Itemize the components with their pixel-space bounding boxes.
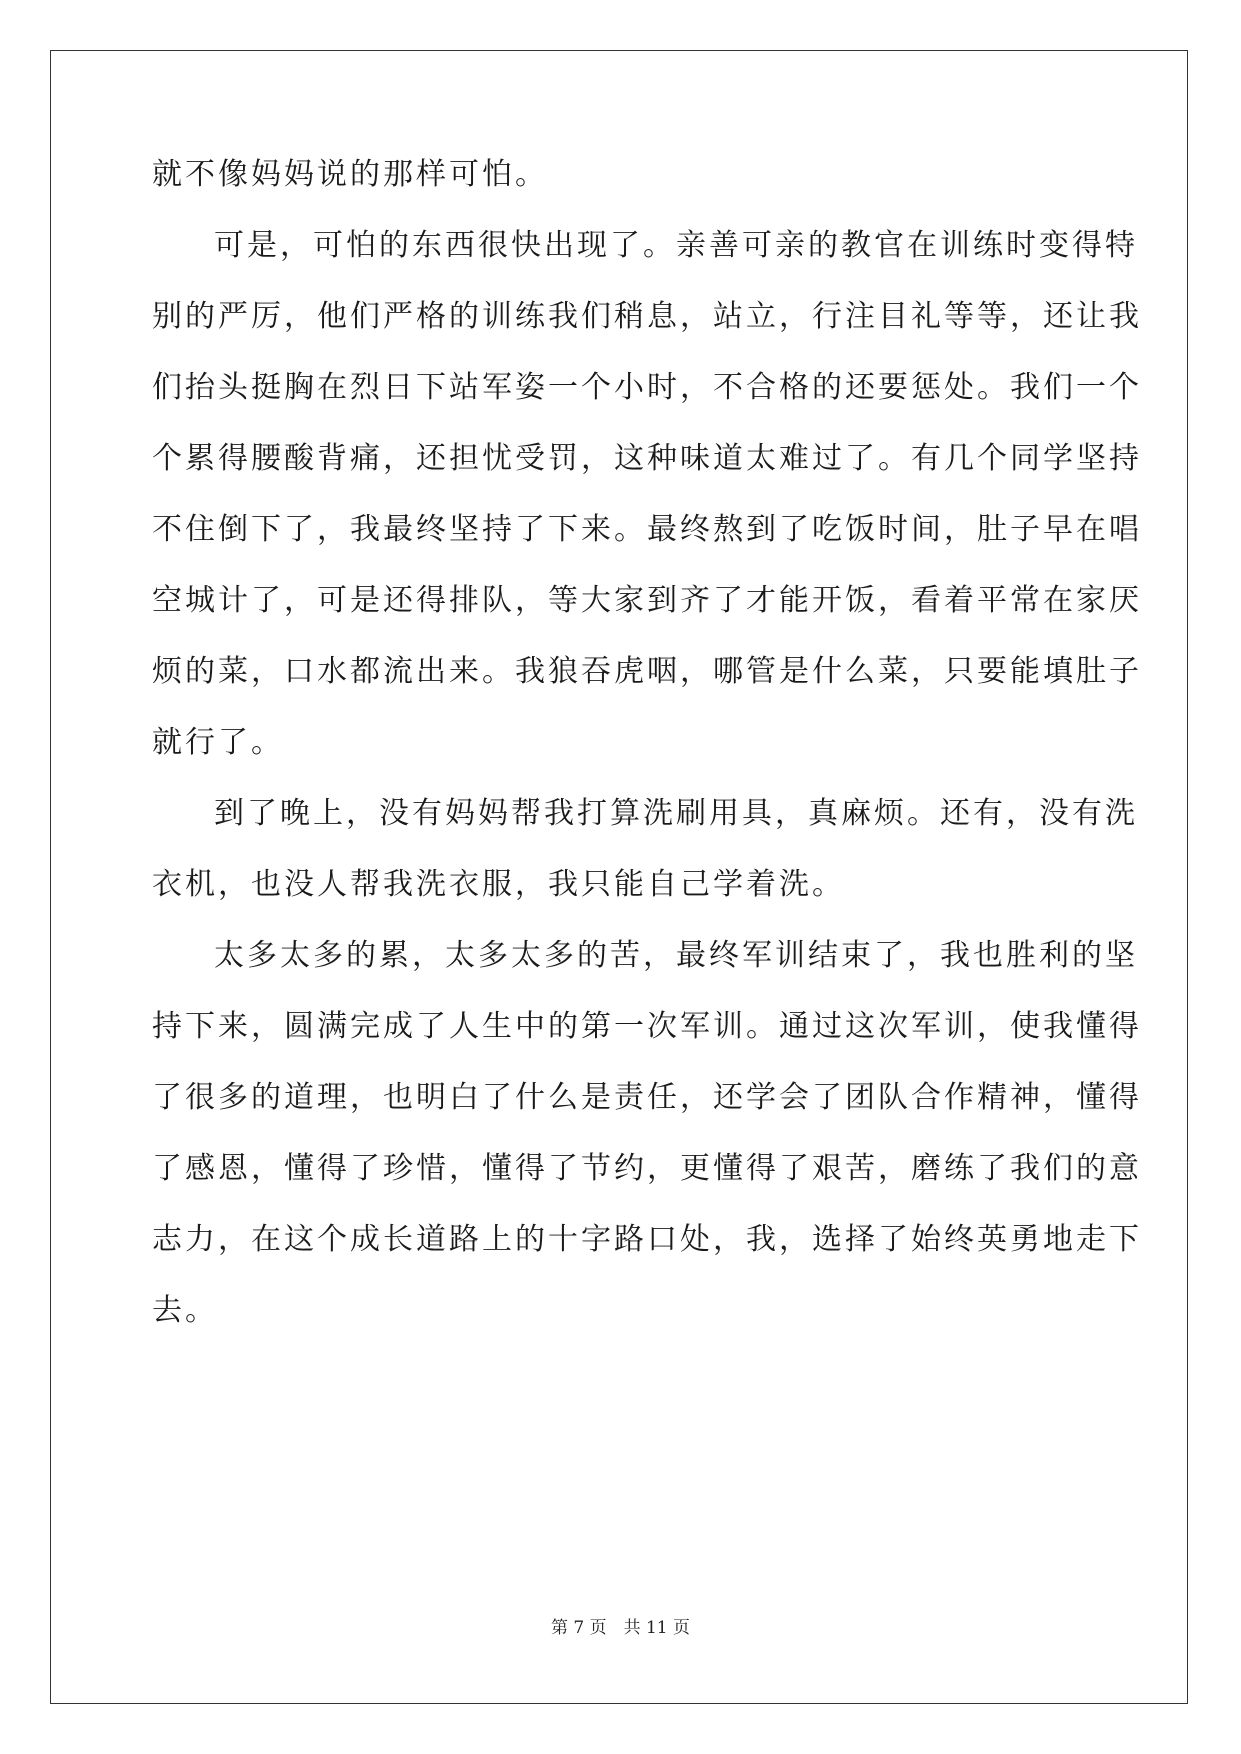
text-line: 别的严厉，他们严格的训练我们稍息，站立，行注目礼等等，还让我 — [152, 299, 1142, 334]
text-line: 就行了。 — [152, 725, 284, 760]
text-line: 烦的菜，口水都流出来。我狼吞虎咽，哪管是什么菜，只要能填肚子 — [152, 654, 1142, 689]
text-line: 衣机，也没人帮我洗衣服，我只能自己学着洗。 — [152, 867, 845, 902]
text-line: 可是，可怕的东西很快出现了。亲善可亲的教官在训练时变得特 — [214, 228, 1138, 263]
text-line: 空城计了，可是还得排队，等大家到齐了才能开饭，看着平常在家厌 — [152, 583, 1142, 618]
text-line: 去。 — [152, 1293, 218, 1328]
text-line: 个累得腰酸背痛，还担忧受罚，这种味道太难过了。有几个同学坚持 — [152, 441, 1142, 476]
text-line: 太多太多的累，太多太多的苦，最终军训结束了，我也胜利的坚 — [214, 938, 1138, 973]
text-line: 们抬头挺胸在烈日下站军姿一个小时，不合格的还要惩处。我们一个 — [152, 370, 1142, 405]
text-line: 持下来，圆满完成了人生中的第一次军训。通过这次军训，使我懂得 — [152, 1009, 1142, 1044]
page-footer: 第 7 页 共 11 页 — [550, 1618, 691, 1638]
text-line: 了很多的道理，也明白了什么是责任，还学会了团队合作精神，懂得 — [152, 1080, 1142, 1115]
text-line: 了感恩，懂得了珍惜，懂得了节约，更懂得了艰苦，磨练了我们的意 — [152, 1151, 1142, 1186]
text-line: 到了晚上，没有妈妈帮我打算洗刷用具，真麻烦。还有，没有洗 — [214, 796, 1138, 831]
text-line: 就不像妈妈说的那样可怕。 — [152, 157, 548, 192]
text-line: 志力，在这个成长道路上的十字路口处，我，选择了始终英勇地走下 — [152, 1222, 1142, 1257]
text-line: 不住倒下了，我最终坚持了下来。最终熬到了吃饭时间，肚子早在唱 — [152, 512, 1142, 547]
